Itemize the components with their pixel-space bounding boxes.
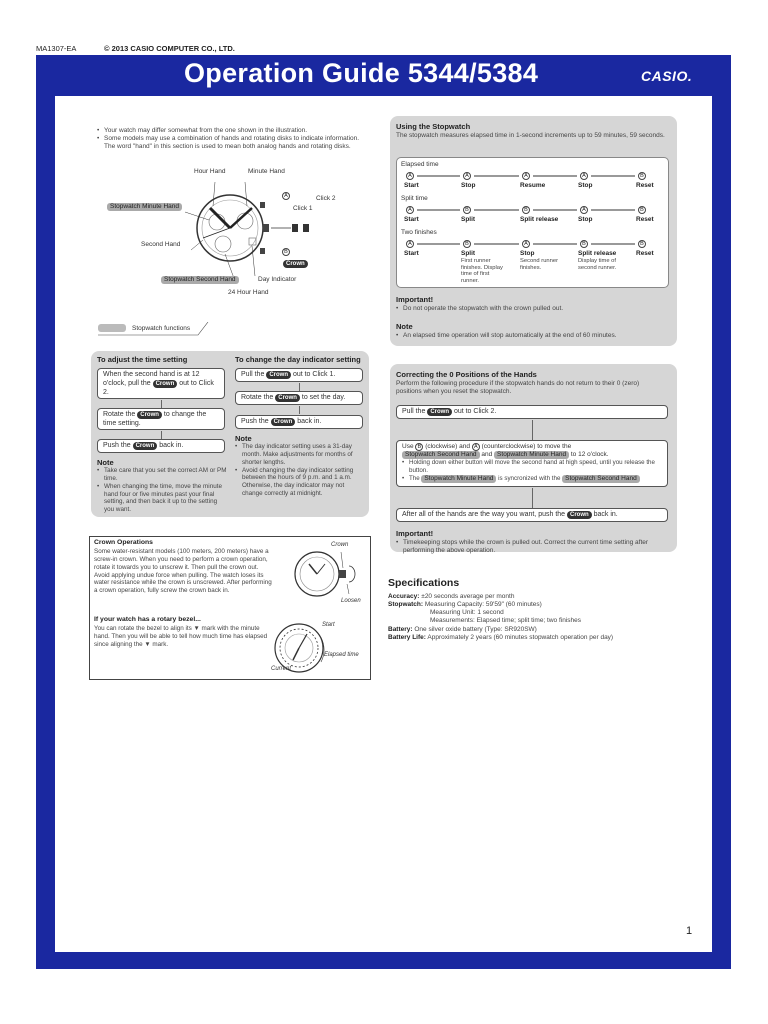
intro-bullet: • Your watch may differ somewhat from the one shown in the illustration. — [97, 127, 367, 135]
spec-value: Measuring Capacity: 59'59" (60 minutes) — [424, 601, 542, 609]
copyright: © 2013 CASIO COMPUTER CO., LTD. — [104, 44, 235, 53]
day-step2: Rotate the Crown to set the day. — [235, 391, 363, 405]
flow-arrow — [161, 400, 162, 408]
step-label: Start — [404, 216, 419, 223]
spec-key: Battery Life: — [388, 633, 426, 641]
crown-pill: Crown — [271, 418, 296, 426]
step-note: First runner finishes. Display time of first runner. — [461, 258, 503, 284]
sw-second-label: Stopwatch Second Hand — [161, 276, 239, 284]
stopwatch-title: Using the Stopwatch — [396, 122, 471, 131]
flow-arrow — [591, 175, 635, 177]
step-label: Start — [404, 182, 419, 189]
spec-row — [388, 626, 688, 634]
crown-ill-label: Crown — [331, 542, 349, 548]
adjust-step1: When the second hand is at 12 o'clock, pull the Crown out to Click 2. — [97, 368, 225, 399]
step-note: Display time of second runner. — [578, 258, 617, 271]
step-label: Split release — [578, 250, 617, 257]
crown-pill: Crown — [137, 411, 162, 419]
stopwatch-desc: The stopwatch measures elapsed time in 1-second increments up to 59 minutes, 59 seconds. — [396, 132, 665, 139]
step-label: Split release — [520, 216, 559, 223]
adjust-step3: Push the Crown back in. — [97, 439, 225, 453]
flow-arrow — [591, 209, 635, 211]
day-note: • The day indicator setting uses a 31-day month. Make adjustments for months of shorter lengths. — [235, 443, 363, 467]
specs-title: Specifications — [388, 577, 460, 589]
crown-ops-text: Some water-resistant models (100 meters, 200 meters) have a screw-in crown. When you need to perform a crown operation, rotate it towards you to unscrew it. Then pull the crown out. Avoid applying undue force when pulling. The watch loses its water resistance while the crown is unscrewed. After performing a crown operation, fully screw the crown back in. — [94, 548, 272, 595]
minute-hand-label: Minute Hand — [248, 168, 285, 175]
button-a-marker: A — [580, 206, 588, 214]
crown-pill: Crown — [567, 511, 592, 519]
adjust-title: To adjust the time setting — [97, 355, 188, 364]
button-b-marker: B — [638, 172, 646, 180]
spec-value: Approximately 2 years (60 minutes stopwatch operation per day) — [427, 633, 614, 641]
flow-arrow — [591, 243, 635, 245]
step-label: Stop — [461, 182, 476, 189]
button-a-marker: A — [406, 206, 414, 214]
flow-arrow — [474, 175, 519, 177]
intro-bullet: • Some models may use a combination of hands and rotating disks to indicate information. The word "hand" in this section is used to mean both analog hands and rotating disks. — [97, 135, 367, 151]
step-label: Stop — [520, 250, 535, 257]
crown-pill: Crown — [153, 380, 178, 388]
step-label: Stop — [578, 216, 593, 223]
sw-note-title: Note — [396, 322, 413, 331]
button-b-marker: B — [638, 240, 646, 248]
correct-important-title: Important! — [396, 529, 434, 538]
elapsed-label: Elapsed time — [324, 652, 359, 658]
day-step3: Push the Crown back in. — [235, 415, 363, 429]
click1-label: Click 1 — [293, 205, 313, 212]
button-a-marker: A — [580, 172, 588, 180]
click2-label: Click 2 — [316, 195, 336, 202]
flow-arrow — [417, 243, 460, 245]
crown-pill: Crown — [133, 442, 158, 450]
loosen-label: Loosen — [341, 598, 361, 604]
two-row-label: Two finishes — [401, 229, 437, 236]
adjust-step2: Rotate the Crown to change the time setting. — [97, 408, 225, 430]
page-title: Operation Guide 5344/5384 — [184, 58, 539, 88]
adjust-note-title: Note — [97, 458, 114, 467]
day-note: • Avoid changing the day indicator setting between the hours of 9 p.m. and 1 a.m. Otherwise, the day indicator may not change correctly at midnight. — [235, 467, 363, 498]
step-label: Reset — [636, 216, 654, 223]
crown-pill: Crown — [275, 394, 300, 402]
adjust-notes — [97, 467, 227, 514]
correct-step3: After all of the hands are the way you want, push the Crown back in. — [396, 508, 668, 522]
hour-hand-label: Hour Hand — [194, 168, 226, 175]
crown-ops-title: Crown Operations — [94, 539, 153, 546]
day-notes — [235, 443, 363, 498]
step-label: Stop — [578, 182, 593, 189]
flow-arrow — [299, 383, 300, 391]
sw-important-title: Important! — [396, 295, 434, 304]
sw-note: • An elapsed time operation will stop automatically at the end of 60 minutes. — [396, 332, 666, 340]
step-label: Reset — [636, 182, 654, 189]
adjust-note: • Take care that you set the correct AM or PM time. — [97, 467, 227, 483]
button-b-marker: B — [282, 248, 290, 257]
flow-arrow — [161, 431, 162, 439]
correct-important: • Timekeeping stops while the crown is pulled out. Correct the current time setting after performing the above operation. — [396, 539, 668, 555]
spec-row — [388, 617, 688, 625]
step-label: Resume — [520, 182, 546, 189]
step-label: Start — [404, 250, 419, 257]
flow-arrow — [532, 420, 533, 440]
specs-list — [388, 593, 688, 642]
current-label: Current — [271, 666, 292, 672]
spec-row — [388, 609, 688, 617]
button-a-marker: A — [522, 172, 530, 180]
hour24-label: 24 Hour Hand — [228, 289, 269, 296]
elapsed-row-label: Elapsed time — [401, 161, 439, 168]
step-label: Split — [461, 216, 476, 223]
day-indicator-label: Day Indicator — [258, 276, 297, 283]
button-a-marker: A — [406, 240, 414, 248]
button-a-marker: A — [522, 240, 530, 248]
split-row-label: Split time — [401, 195, 428, 202]
flow-arrow — [533, 175, 577, 177]
button-b-marker: B — [580, 240, 588, 248]
button-a-marker: A — [282, 192, 290, 201]
correct-step1: Pull the Crown out to Click 2. — [396, 405, 668, 419]
doc-code: MA1307-EA — [36, 44, 77, 53]
step-note: Second runner finishes. — [520, 258, 559, 271]
spec-value: ±20 seconds average per month — [421, 593, 515, 600]
flow-arrow — [474, 243, 519, 245]
page-number: 1 — [686, 925, 693, 937]
intro-bullets — [97, 127, 367, 151]
spec-value: One silver oxide battery (Type: SR920SW) — [414, 625, 537, 633]
spec-row — [388, 593, 688, 601]
step-label: Split — [461, 250, 476, 257]
flow-arrow — [417, 175, 460, 177]
legend-underline — [98, 322, 218, 336]
spec-key: Stopwatch: — [388, 601, 424, 609]
second-hand-label: Second Hand — [141, 241, 181, 248]
button-b-marker: B — [638, 206, 646, 214]
flow-arrow — [533, 209, 577, 211]
flow-arrow — [533, 243, 577, 245]
start-label: Start — [322, 622, 335, 628]
crown-pill: Crown — [427, 408, 452, 416]
day-note-title: Note — [235, 434, 252, 443]
crown-pill: Crown — [266, 371, 291, 379]
brand-logo: CASIO. — [641, 68, 693, 84]
adjust-note: • When changing the time, move the minute hand four or five minutes past your final setting, and then back it up to the setting you want. — [97, 483, 227, 514]
correct-step2: Use B (clockwise) and A (counterclockwise) to move the Stopwatch Second Hand and Stopwatch Minute Hand to 12 o'clock. • Holding down either button will move the second hand at high speed, until you release the button. • The Stopwatch Minute Hand is syncronized with the Stopwatch Second Hand — [396, 440, 668, 487]
day-step1: Pull the Crown out to Click 1. — [235, 368, 363, 382]
correct-desc: Perform the following procedure if the stopwatch hands do not return to their 0 (zero) positions when you reset the stopwatch. — [396, 380, 640, 396]
flow-arrow — [299, 406, 300, 414]
flow-arrow — [532, 488, 533, 508]
button-a-marker: A — [463, 172, 471, 180]
bezel-text: You can rotate the bezel to align its ▼ mark with the minute hand. Then you will be able to tell how much time has elapsed since aligning the ▼ mark. — [94, 625, 268, 648]
content-sheet — [55, 96, 712, 952]
day-title: To change the day indicator setting — [235, 355, 361, 364]
spec-key: Battery: — [388, 625, 413, 633]
bezel-title: If your watch has a rotary bezel... — [94, 616, 201, 623]
legend-label: Stopwatch functions — [132, 325, 191, 332]
button-b-marker: B — [463, 206, 471, 214]
crown-label: Crown — [283, 260, 308, 268]
correct-title: Correcting the 0 Positions of the Hands — [396, 370, 537, 379]
button-b-marker: B — [522, 206, 530, 214]
flow-arrow — [417, 209, 460, 211]
step-label: Reset — [636, 250, 654, 257]
sw-minute-label: Stopwatch Minute Hand — [107, 203, 182, 211]
button-a-marker: A — [406, 172, 414, 180]
spec-value: Measuring Unit: 1 second — [430, 609, 504, 617]
spec-row — [388, 601, 688, 609]
button-b-marker: B — [463, 240, 471, 248]
spec-key: Accuracy: — [388, 593, 420, 600]
spec-row — [388, 634, 688, 642]
spec-value: Measurements: Elapsed time; split time; two finishes — [430, 617, 582, 625]
sw-important: • Do not operate the stopwatch with the crown pulled out. — [396, 305, 666, 313]
flow-arrow — [474, 209, 519, 211]
